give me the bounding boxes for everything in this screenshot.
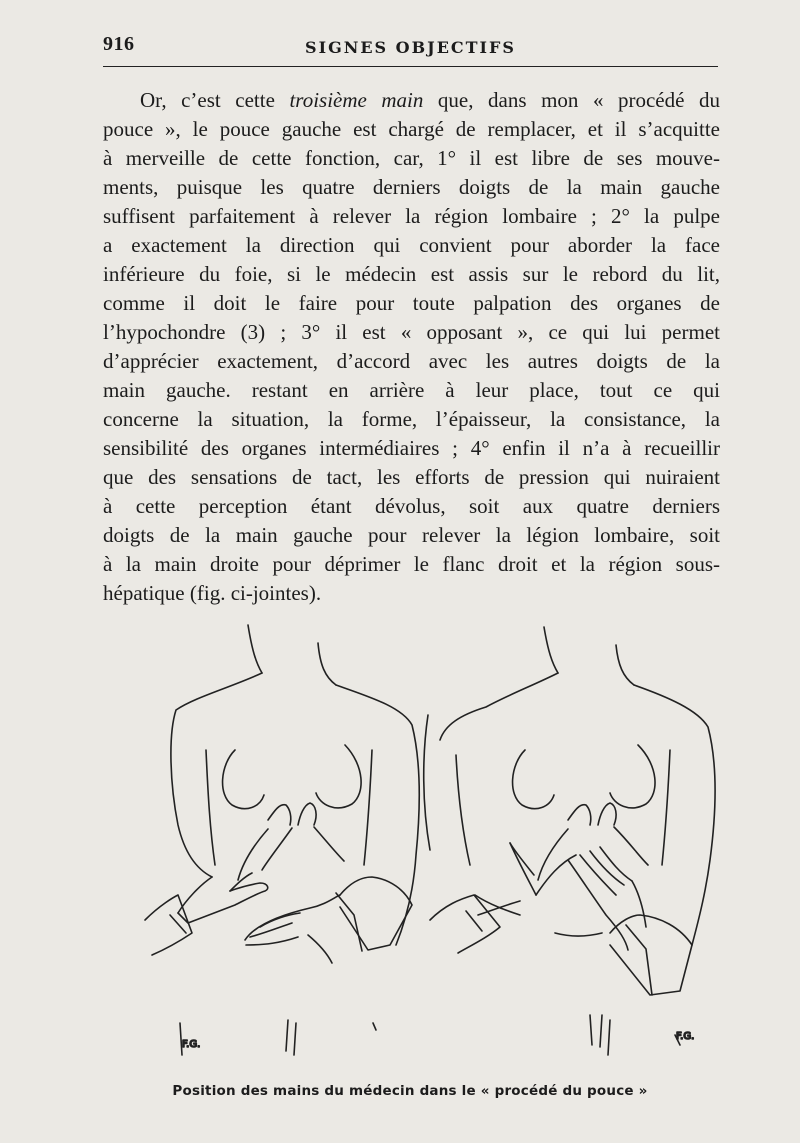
text-line: à merveille de cette fonction, car, 1° il est libre de ses mouve- — [103, 146, 720, 170]
palpation-illustration — [140, 615, 740, 1065]
figure-caption: Position des mains du médecin dans le « procédé du pouce » — [172, 1083, 648, 1099]
text-line: à la main droite pour déprimer le flanc droit et la région sous- — [103, 552, 720, 576]
signature-right: F.G. — [676, 1031, 695, 1042]
text-run: Or, c’est cette — [140, 88, 290, 112]
text-line: hépatique (fig. ci-jointes). — [103, 581, 322, 605]
right-torso-figure — [424, 627, 715, 1055]
text-line: doigts de la main gauche pour relever la légion lombaire, soit — [103, 523, 720, 547]
text-line: sensibilité des organes intermédiaires ; 4° enfin il n’a à recueillir — [103, 436, 720, 460]
text-line: à cette perception étant dévolus, soit aux quatre derniers — [103, 494, 720, 518]
running-head: SIGNES OBJECTIFS — [305, 38, 516, 57]
text-line: suffisent parfaitement à relever la région lombaire ; 2° la pulpe — [103, 204, 720, 228]
left-torso-figure — [145, 625, 419, 1055]
text-line: a exactement la direction qui convient pour aborder la face — [103, 233, 720, 257]
text-line — [103, 86, 720, 115]
text-line: pouce », le pouce gauche est chargé de remplacer, et il s’acquitte — [103, 117, 720, 141]
text-line: ments, puisque les quatre derniers doigts de la main gauche — [103, 175, 720, 199]
body-paragraph — [103, 86, 720, 608]
text-run: que, dans mon « procédé du — [423, 88, 720, 112]
text-line: que des sensations de tact, les efforts de pression qui nuiraient — [103, 465, 720, 489]
text-line: comme il doit le faire pour toute palpation des organes de — [103, 291, 720, 315]
text-line: main gauche. restant en arrière à leur place, tout ce qui — [103, 378, 720, 402]
text-line: d’apprécier exactement, d’accord avec les autres doigts de la — [103, 349, 720, 373]
palpation-drawings — [140, 615, 740, 1065]
text-line: l’hypochondre (3) ; 3° il est « opposant », ce qui lui permet — [103, 320, 720, 344]
text-line: concerne la situation, la forme, l’épaisseur, la consistance, la — [103, 407, 720, 431]
italic-run: troisième main — [289, 88, 424, 112]
page-number: 916 — [103, 33, 135, 55]
signature-left: F.G. — [182, 1039, 201, 1050]
text-line: inférieure du foie, si le médecin est assis sur le rebord du lit, — [103, 262, 720, 286]
page-header — [103, 30, 718, 67]
